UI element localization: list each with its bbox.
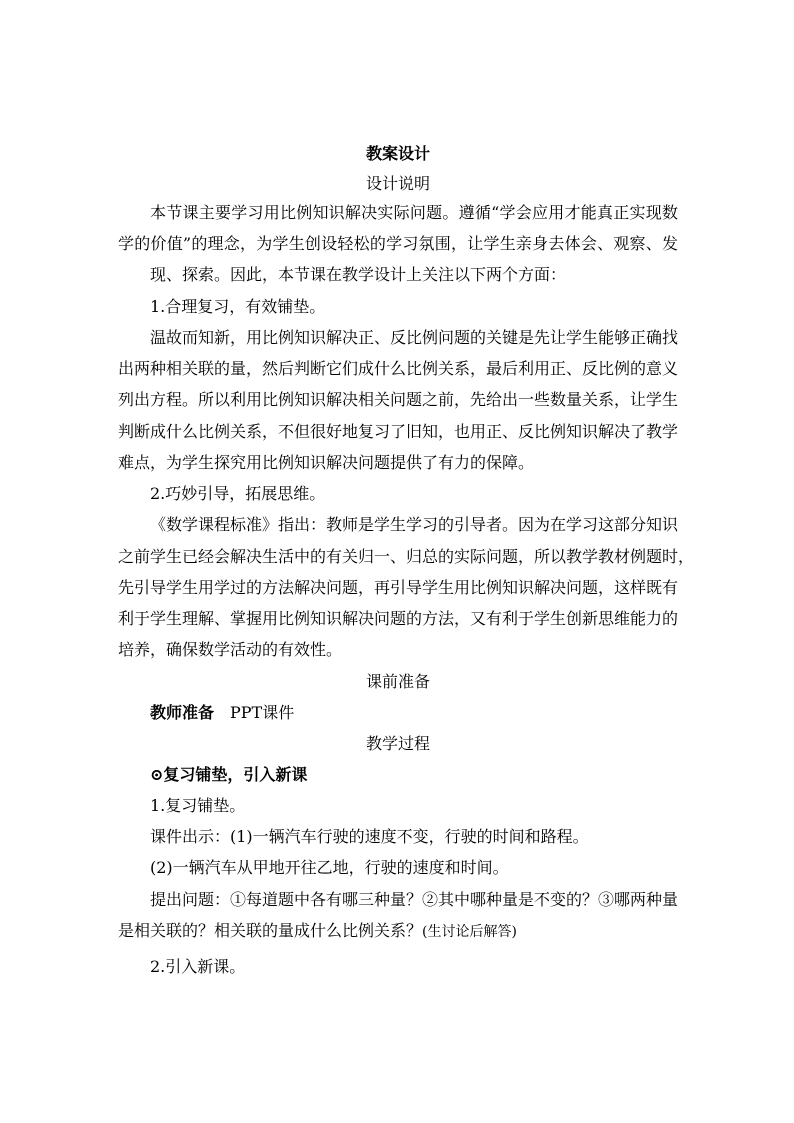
courseware-item: (2)一辆汽车从甲地开往乙地，行驶的速度和时间。 [150, 858, 509, 877]
section-heading-design-note: 设计说明 [365, 174, 430, 193]
paragraph-line: 现、探索。因此，本节课在教学设计上关注以下两个方面： [150, 265, 567, 284]
prep-value: PPT课件 [230, 703, 295, 722]
point-heading: 1.合理复习，有效铺垫。 [150, 297, 326, 316]
step-item: 1.复习铺垫。 [150, 796, 246, 815]
paragraph-line: 难点，为学生探究用比例知识解决问题提供了有力的保障。 [118, 453, 535, 472]
section-heading-prep: 课前准备 [365, 672, 430, 691]
step-item: 2.引入新课。 [150, 957, 246, 976]
document-title: 教案设计 [365, 144, 430, 163]
paragraph-line: 列出方程。所以利用比例知识解决相关问题之前，先给出一些数量关系，让学生 [118, 390, 679, 409]
prep-row [118, 702, 294, 724]
paragraph-line: 学的价值”的理念，为学生创设轻松的学习氛围，让学生亲身去体会、观察、发 [118, 234, 678, 253]
section-heading-process: 教学过程 [365, 734, 430, 753]
paragraph-line: 先引导学生用学过的方法解决问题，再引导学生用比例知识解决问题，这样既有 [118, 578, 679, 597]
paragraph-line: 之前学生已经会解决生活中的有关归一、归总的实际问题，所以教学教材例题时， [118, 547, 695, 566]
paragraph-line: 《数学课程标准》指出：教师是学生学习的引导者。因为在学习这部分知识 [150, 515, 679, 534]
paragraph-line: 本节课主要学习用比例知识解决实际问题。遵循“学会应用才能真正实现数 [150, 203, 678, 222]
prep-label: 教师准备 [150, 703, 215, 722]
paragraph-line: 出两种相关联的量，然后判断它们成什么比例关系，最后利用正、反比例的意义 [118, 359, 679, 378]
paragraph-line: 培养，确保数学活动的有效性。 [118, 640, 343, 659]
paragraph-line: 温故而知新，用比例知识解决正、反比例问题的关键是先让学生能够正确找 [150, 328, 679, 347]
question-text: 是相关联的？相关联的量成什么比例关系？ [118, 921, 423, 940]
question-note: (生讨论后解答) [422, 924, 517, 940]
paragraph-line [118, 920, 517, 942]
courseware-item: 课件出示：(1)一辆汽车行驶的速度不变，行驶的时间和路程。 [150, 827, 589, 846]
paragraph-line: 判断成什么比例关系，不但很好地复习了旧知，也用正、反比例知识解决了教学 [118, 422, 679, 441]
step-heading: ⊙复习铺垫，引入新课 [150, 765, 308, 784]
paragraph-line: 利于学生理解、掌握用比例知识解决问题的方法，又有利于学生创新思维能力的 [118, 609, 679, 628]
point-heading: 2.巧妙引导，拓展思维。 [150, 484, 326, 503]
paragraph-line: 提出问题：①每道题中各有哪三种量？②其中哪种量是不变的？③哪两种量 [150, 890, 679, 909]
